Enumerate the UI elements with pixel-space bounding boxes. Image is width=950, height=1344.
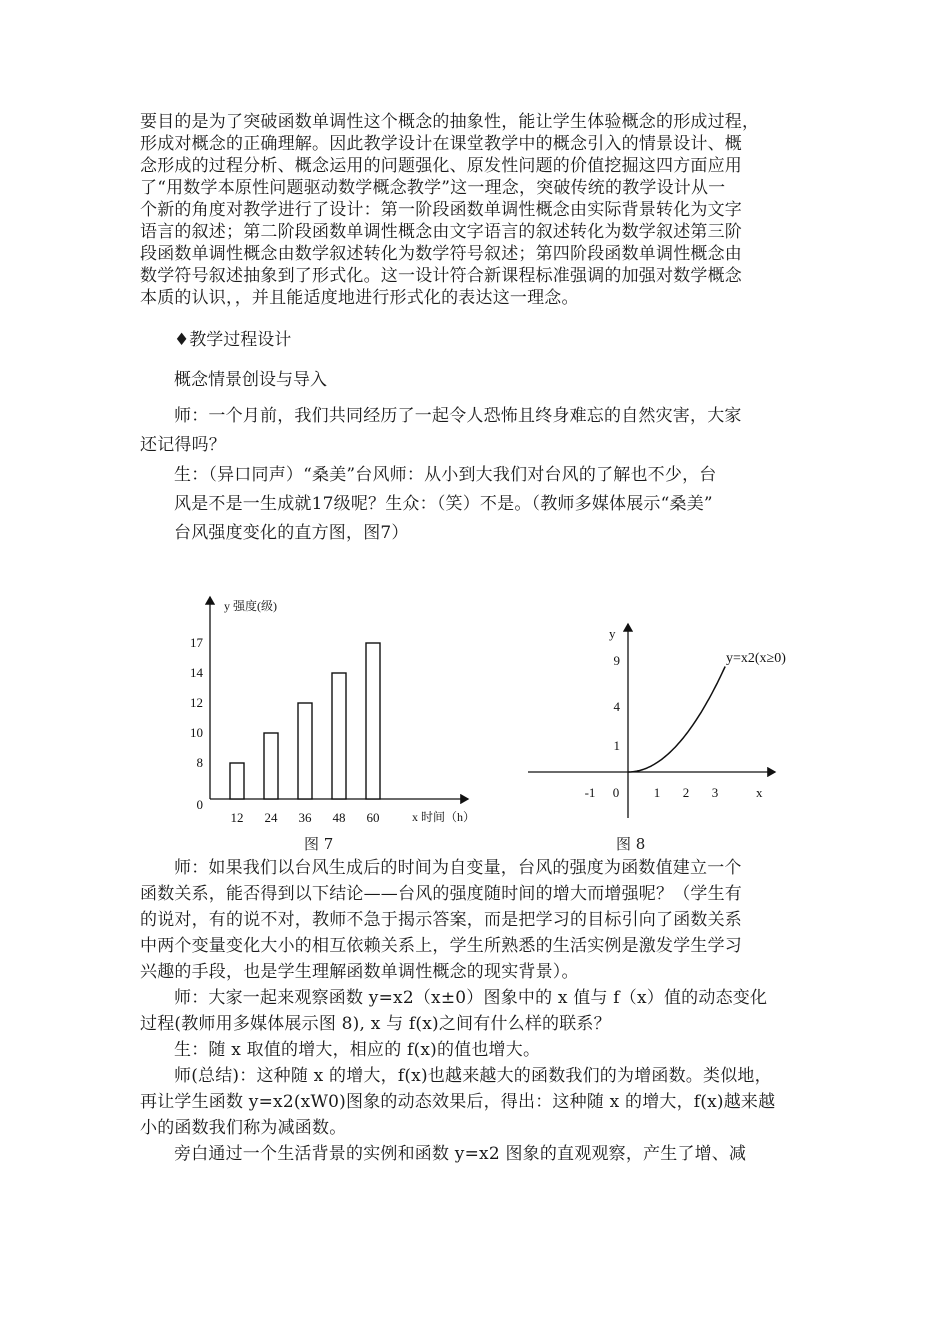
text-line: 函数关系，能否得到以下结论——台风的强度随时间的增大而增强呢？（学生有 bbox=[140, 884, 742, 904]
bar-36 bbox=[298, 703, 312, 799]
text-line: 小的函数我们称为减函数。 bbox=[140, 1118, 347, 1138]
teacher-question-paragraph bbox=[140, 402, 830, 460]
text-line: 台风强度变化的直方图，图7） bbox=[174, 523, 409, 543]
text-line: 了“用数学本原性问题驱动数学概念教学”这一理念，突破传统的教学设计从一 bbox=[140, 178, 726, 198]
y-tick-label: 14 bbox=[190, 665, 203, 680]
bar-12 bbox=[230, 763, 244, 799]
text-line: 形成对概念的正确理解。因此教学设计在课堂教学中的概念引入的情景设计、概 bbox=[140, 134, 742, 154]
y-axis-label: y bbox=[609, 626, 616, 641]
text-line: 师(总结)：这种随 x 的增大，f(x)也越来越大的函数我们的为增函数。类似地， bbox=[174, 1066, 772, 1086]
figure-7-bar-chart bbox=[180, 585, 500, 830]
text-line: 念形成的过程分析、概念运用的问题强化、原发性问题的价值挖掘这四方面应用 bbox=[140, 156, 742, 176]
intro-paragraph bbox=[140, 111, 830, 309]
text-line: 中两个变量变化大小的相互依赖关系上，学生所熟悉的生活实例是激发学生学习 bbox=[140, 936, 742, 956]
x-tick-label: 48 bbox=[332, 810, 346, 825]
text-line: 语言的叙述；第二阶段函数单调性概念由文字语言的叙述转化为数学叙述第三阶 bbox=[140, 222, 742, 242]
figure-7-caption: 图 7 bbox=[304, 835, 334, 853]
text-line: 本质的认识，，并且能适度地进行形式化的表达这一理念。 bbox=[140, 288, 579, 308]
x-tick-label: 3 bbox=[711, 785, 719, 800]
y-tick-label: 17 bbox=[190, 635, 203, 650]
figure-8-function-graph bbox=[520, 618, 790, 830]
y-tick-label: 4 bbox=[613, 699, 620, 714]
text-line: 兴趣的手段，也是学生理解函数单调性概念的现实背景）。 bbox=[140, 962, 579, 982]
bar-48 bbox=[332, 673, 346, 799]
y-tick-label: 8 bbox=[196, 755, 203, 770]
discussion-paragraphs bbox=[140, 855, 830, 1167]
y-tick-label: 12 bbox=[190, 695, 203, 710]
text-line: 师：如果我们以台风生成后的时间为自变量，台风的强度为函数值建立一个 bbox=[174, 858, 742, 878]
x-axis-label: x bbox=[756, 785, 763, 800]
text-line: 数学符号叙述抽象到了形式化。这一设计符合新课程标准强调的加强对数学概念 bbox=[140, 266, 742, 286]
function-curve bbox=[628, 667, 725, 773]
text-line: 的说对，有的说不对，教师不急于揭示答案，而是把学习的目标引向了函数关系 bbox=[140, 910, 742, 930]
bar-24 bbox=[264, 733, 278, 799]
figure-8-caption: 图 8 bbox=[616, 835, 646, 853]
text-line: 再让学生函数 y=x2(xW0)图象的动态效果后，得出：这种随 x 的增大，f(x)越来越 bbox=[140, 1092, 776, 1112]
x-tick-label: 2 bbox=[682, 785, 690, 800]
text-line: 过程(教师用多媒体展示图 8), x 与 f(x)之间有什么样的联系？ bbox=[140, 1014, 611, 1034]
text-line: 要目的是为了突破函数单调性这个概念的抽象性，能让学生体验概念的形成过程， bbox=[140, 112, 760, 132]
x-tick-label: 1 bbox=[653, 785, 661, 800]
x-tick-label: 60 bbox=[366, 810, 380, 825]
text-line: 师：一个月前，我们共同经历了一起令人恐怖且终身难忘的自然灾害，大家 bbox=[174, 406, 742, 426]
x-axis-label: x 时间（h） bbox=[412, 810, 476, 824]
subsection-heading: 概念情景创设与导入 bbox=[174, 370, 327, 390]
x-tick-label: 12 bbox=[230, 810, 244, 825]
text-line: 个新的角度对教学进行了设计：第一阶段函数单调性概念由实际背景转化为文字 bbox=[140, 200, 742, 220]
x-tick-label: -1 bbox=[584, 785, 596, 800]
bar-60 bbox=[366, 643, 380, 799]
y-tick-label: 9 bbox=[613, 653, 620, 668]
function-label: y=x2(x≥0) bbox=[726, 651, 786, 666]
text-line: 师：大家一起来观察函数 y=x2（x±0）图象中的 x 值与 f（x）值的动态变化 bbox=[174, 988, 768, 1008]
x-tick-label: 0 bbox=[612, 785, 620, 800]
y-tick-label: 10 bbox=[190, 725, 203, 740]
text-line: 还记得吗？ bbox=[140, 435, 226, 455]
text-line: 段函数单调性概念由数学叙述转化为数学符号叙述；第四阶段函数单调性概念由 bbox=[140, 244, 742, 264]
y-tick-label: 1 bbox=[613, 738, 620, 753]
section-heading: ♦教学过程设计 bbox=[174, 330, 292, 350]
y-tick-label: 0 bbox=[196, 797, 203, 812]
x-tick-label: 24 bbox=[264, 810, 278, 825]
text-line: 风是不是一生成就17级呢？生众：（笑）不是。（教师多媒体展示“桑美” bbox=[174, 494, 713, 514]
text-line: 生：（异口同声）“桑美”台风师：从小到大我们对台风的了解也不少，台 bbox=[174, 465, 717, 485]
student-answer-paragraph bbox=[140, 461, 830, 548]
y-axis-label: y 强度(级) bbox=[224, 599, 277, 613]
text-line: 生：随 x 取值的增大，相应的 f(x)的值也增大。 bbox=[174, 1040, 541, 1060]
x-tick-label: 36 bbox=[298, 810, 312, 825]
text-line: 旁白通过一个生活背景的实例和函数 y=x2 图象的直观观察，产生了增、减 bbox=[174, 1144, 747, 1164]
